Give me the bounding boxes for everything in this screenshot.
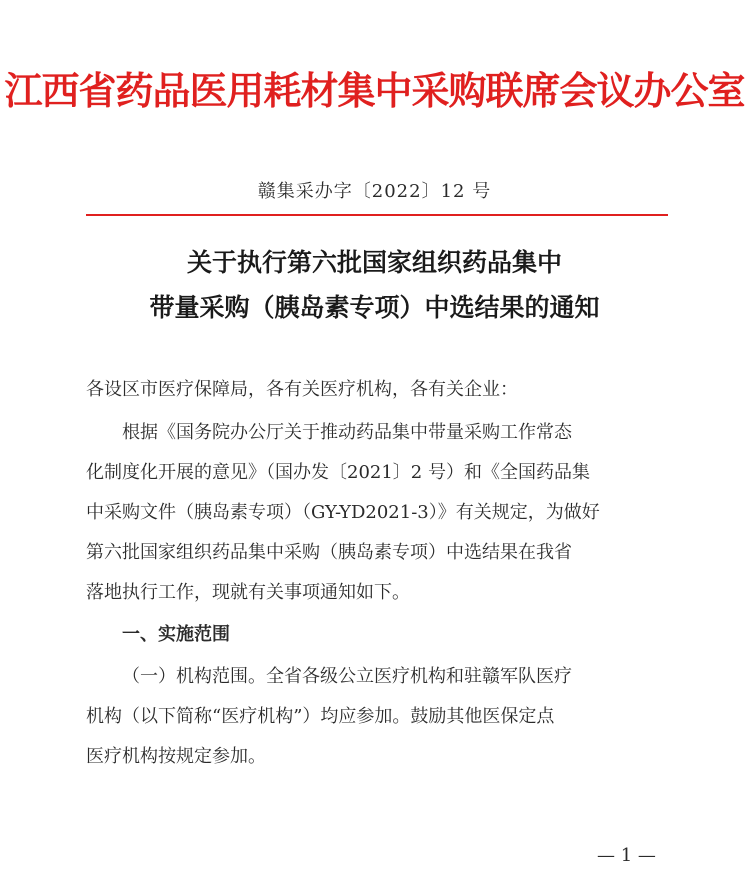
section-1-paragraph-line-1: （一）机构范围。全省各级公立医疗机构和驻赣军队医疗 bbox=[122, 666, 572, 687]
page-number: — 1 — bbox=[597, 845, 656, 866]
paragraph-1-line-2: 化制度化开展的意见》（国办发〔2021〕2 号）和《全国药品集 bbox=[86, 462, 590, 483]
document-title-line-2: 带量采购（胰岛素专项）中选结果的通知 bbox=[149, 293, 600, 322]
paragraph-1-line-5: 落地执行工作，现就有关事项通知如下。 bbox=[86, 582, 410, 603]
document-title-line-1: 关于执行第六批国家组织药品集中 bbox=[186, 248, 562, 277]
red-divider-line bbox=[86, 214, 668, 216]
salutation: 各设区市医疗保障局，各有关医疗机构，各有关企业： bbox=[86, 379, 518, 400]
document-number: 赣集采办字〔2022〕12 号 bbox=[257, 181, 492, 202]
issuing-office-header: 江西省药品医用耗材集中采购联席会议办公室 bbox=[4, 68, 745, 113]
section-1-paragraph-line-3: 医疗机构按规定参加。 bbox=[86, 746, 266, 767]
section-1-paragraph-line-2: 机构（以下简称“医疗机构”）均应参加。鼓励其他医保定点 bbox=[86, 706, 555, 727]
paragraph-1-line-3: 中采购文件（胰岛素专项）（GY-YD2021-3）》有关规定，为做好 bbox=[86, 502, 600, 523]
paragraph-1-line-1: 根据《国务院办公厅关于推动药品集中带量采购工作常态 bbox=[122, 422, 572, 443]
section-1-heading: 一、实施范围 bbox=[122, 624, 230, 645]
paragraph-1-line-4: 第六批国家组织药品集中采购（胰岛素专项）中选结果在我省 bbox=[86, 542, 572, 563]
